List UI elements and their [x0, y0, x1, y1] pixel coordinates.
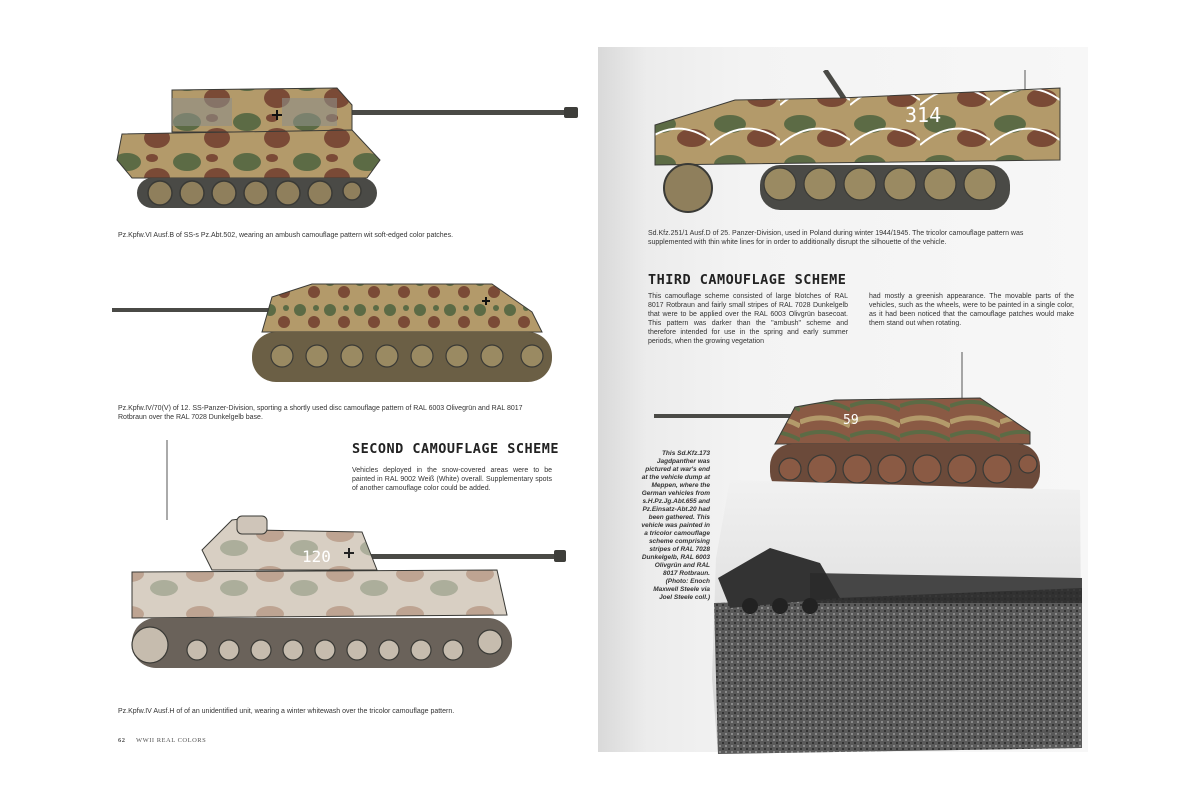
halftrack-caption: Sd.Kfz.251/1 Ausf.D of 25. Panzer-Division, used in Poland during winter 1944/1945. The tricolor camouflage pattern was supplemented with thin white lines for in order to additionally disrupt the silhouette of the vehicle.	[648, 230, 1024, 246]
third-scheme-body-col1: This camouflage scheme consisted of large blotches of RAL 8017 Rotbraun and fairly small stripes of RAL 7028 Dunkelgelb that were to be applied over the RAL 6003 Olivgrün basecoat. This pattern was darker than the "ambush" scheme and therefore intended for use in the spring and early summer periods, when the growing vegetation	[648, 293, 848, 345]
jagdpanther-photo	[710, 478, 1085, 756]
panzer-iv-70-caption: Pz.Kpfw.IV/70(V) of 12. SS-Panzer-Division, sporting a shortly used disc camouflage pattern of RAL 6003 Olivegrün and RAL 8017 Rotbraun over the RAL 7028 Dunkelgelb base.	[118, 405, 523, 421]
king-tiger-caption: Pz.Kpfw.VI Ausf.B of SS-s Pz.Abt.502, wearing an ambush camouflage pattern wit soft-edged color patches.	[118, 232, 454, 239]
right-running-title: REAL COLORS	[1018, 730, 1068, 737]
turret-number: 120	[302, 547, 331, 566]
panzer-iv-illustration	[112, 440, 572, 695]
halftrack-illustration	[640, 70, 1080, 225]
third-scheme-body-col2: had mostly a greenish appearance. The movable parts of the vehicles, such as the wheels, were to be painted in a single color, as it had been noticed that the camouflage patches would make them stand out when rotating.	[869, 293, 1074, 327]
panzer-iv-caption: Pz.Kpfw.IV Ausf.H of of an unidentified unit, wearing a winter whitewash over the tricolor camouflage pattern.	[118, 708, 455, 715]
left-running-title: WWII REAL COLORS	[136, 737, 207, 744]
third-scheme-heading: THIRD CAMOUFLAGE SCHEME	[648, 272, 847, 288]
jagdpanther-photo-caption: This Sd.Kfz.173 Jagdpanther was pictured at war's end at the vehicle dump at Meppen, where the German vehicles from s.H.Pz.Jg.Abt.655 and Pz.Einsatz-Abt.20 had been gathered. This vehicle was painted in a tricolor camouflage scheme comprising stripes of RAL 7028 Dunkelgelb, RAL 6003 Olivgrün and RAL 8017 Rotbraun. (Photo: Enoch Maxwell Steele via Joel Steele coll.)	[641, 450, 710, 601]
second-scheme-heading: SECOND CAMOUFLAGE SCHEME	[352, 441, 560, 457]
halftrack-number: 314	[905, 103, 942, 127]
king-tiger-illustration	[112, 70, 582, 220]
second-scheme-body: Vehicles deployed in the snow-covered areas were to be painted in RAL 9002 Weiß (White) overall. Supplementary spots of another camouflage color could be added.	[352, 467, 552, 492]
panzer-iv-70-illustration	[112, 272, 572, 387]
right-page-number: 63	[1066, 730, 1074, 737]
left-page-number: 62	[118, 737, 126, 744]
jagdpanther-number: 59	[843, 413, 859, 428]
